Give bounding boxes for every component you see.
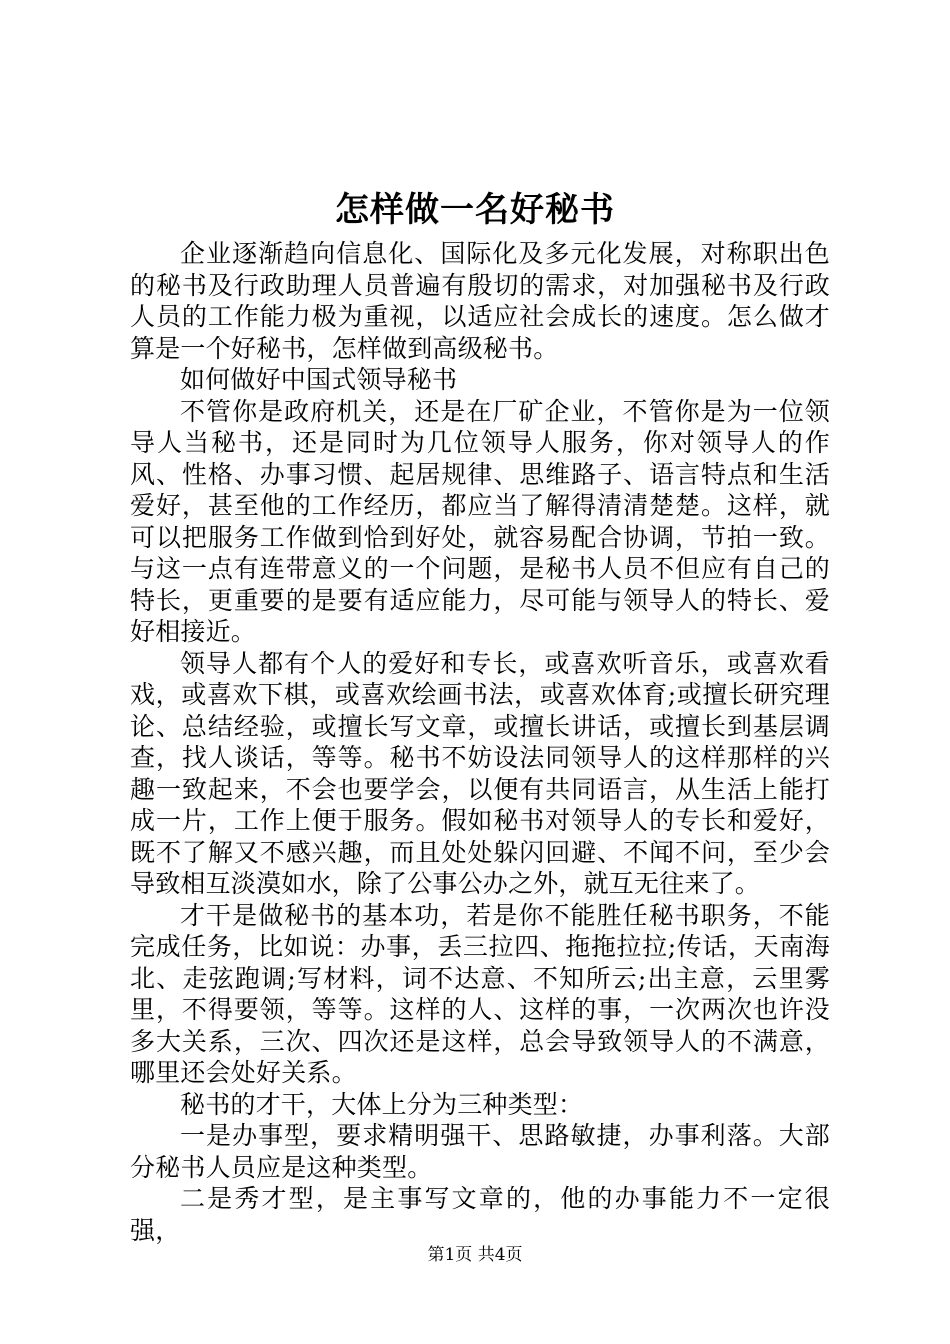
document-title: 怎样做一名好秘书 (335, 190, 615, 230)
paragraph-type-two: 二是秀才型，是主事写文章的，他的办事能力不一定很强， (130, 1184, 830, 1245)
paragraph-types-intro: 秘书的才干，大体上分为三种类型： (180, 1089, 584, 1119)
document-body (130, 238, 830, 1246)
paragraph-talent: 才干是做秘书的基本功，若是你不能胜任秘书职务，不能完成任务，比如说：办事，丢三拉四、拖拖拉拉;传话，天南海北、走弦跑调;写材料，词不达意、不知所云;出主意，云里雾里，不得要领，等等。这样的人、这样的事，一次两次也许没多大关系，三次、四次还是这样，总会导致领导人的不满意，哪里还会处好关系。 (130, 900, 830, 1087)
page-footer: 第1页 共4页 (427, 1245, 523, 1265)
paragraph-hobbies: 领导人都有个人的爱好和专长，或喜欢听音乐，或喜欢看戏，或喜欢下棋，或喜欢绘画书法，或喜欢体育;或擅长研究理论、总结经验，或擅长写文章，或擅长讲话，或擅长到基层调查，找人谈话，等等。秘书不妨设法同领导人的这样那样的兴趣一致起来，不会也要学会，以便有共同语言，从生活上能打成一片，工作上便于服务。假如秘书对领导人的专长和爱好，既不了解又不感兴趣，而且处处躲闪回避、不闻不问，至少会导致相互淡漠如水，除了公事公办之外，就互无往来了。 (130, 648, 830, 898)
paragraph-type-one: 一是办事型，要求精明强干、思路敏捷，办事利落。大部分秘书人员应是这种类型。 (130, 1121, 830, 1182)
paragraph-intro: 企业逐渐趋向信息化、国际化及多元化发展，对称职出色的秘书及行政助理人员普遍有殷切的需求，对加强秘书及行政人员的工作能力极为重视，以适应社会成长的速度。怎么做才算是一个好秘书，怎样做到高级秘书。 (130, 239, 830, 363)
section-heading: 如何做好中国式领导秘书 (180, 365, 458, 394)
paragraph-understand-leader: 不管你是政府机关，还是在厂矿企业，不管你是为一位领导人当秘书，还是同时为几位领导人服务，你对领导人的作风、性格、办事习惯、起居规律、思维路子、语言特点和生活爱好，甚至他的工作经历，都应当了解得清清楚楚。这样，就可以把服务工作做到恰到好处，就容易配合协调，节拍一致。与这一点有连带意义的一个问题，是秘书人员不但应有自己的特长，更重要的是要有适应能力，尽可能与领导人的特长、爱好相接近。 (130, 396, 830, 646)
